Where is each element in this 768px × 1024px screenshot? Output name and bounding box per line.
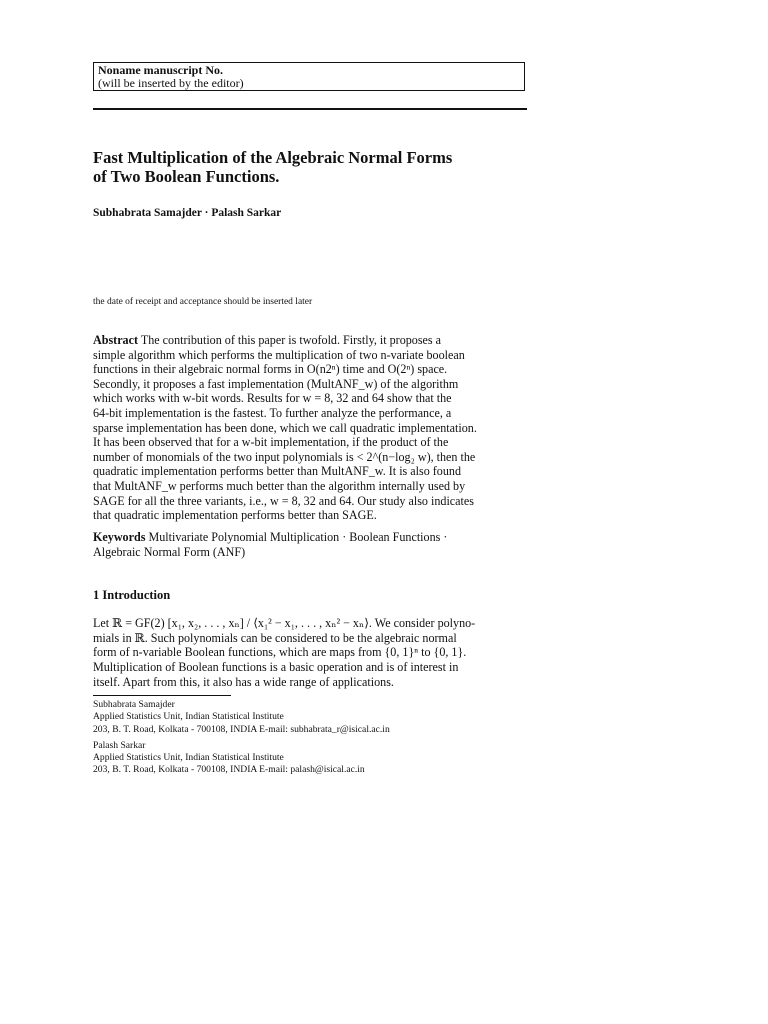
introduction-text xyxy=(93,616,527,690)
manuscript-box xyxy=(93,62,525,91)
keywords-label: Keywords xyxy=(93,530,146,544)
abstract-line: SAGE for all the three variants, i.e., w = 8, 32 and 64. Our study also indicates xyxy=(93,493,474,508)
intro-line: mials in ℝ. Such polynomials can be considered to be the algebraic normal xyxy=(93,630,457,645)
footnote-affiliation: Applied Statistics Unit, Indian Statistical Institute xyxy=(93,752,284,764)
title-line: Fast Multiplication of the Algebraic Normal Forms xyxy=(93,148,453,167)
abstract-line: that quadratic implementation performs better than SAGE. xyxy=(93,508,377,523)
manuscript-number: Noname manuscript No. xyxy=(98,63,223,77)
abstract-line: The contribution of this paper is twofold. Firstly, it proposes a xyxy=(140,333,442,347)
abstract-line: 64-bit implementation is the fastest. To further analyze the performance, a xyxy=(93,405,452,420)
footnote-block xyxy=(93,740,527,777)
footnote-address: 203, B. T. Road, Kolkata - 700108, INDIA E-mail: subhabrata_r@isical.ac.in xyxy=(93,723,390,735)
authors: Subhabrata Samajder · Palash Sarkar xyxy=(93,207,282,219)
footnote-address: 203, B. T. Road, Kolkata - 700108, INDIA E-mail: palash@isical.ac.in xyxy=(93,764,365,776)
abstract-line: simple algorithm which performs the multiplication of two n-variate boolean xyxy=(93,347,465,362)
footnote-author: Subhabrata Samajder xyxy=(93,699,175,710)
abstract-line: quadratic implementation performs better than MultANF_w. It is also found xyxy=(93,464,461,479)
intro-line: Let ℝ = GF(2) [x₁, x₂, . . . , xₙ] / ⟨x₁² − x₁, . . . , xₙ² − xₙ⟩. We consider polyno- xyxy=(93,616,476,630)
manuscript-note: (will be inserted by the editor) xyxy=(98,76,244,90)
keywords-line: Algebraic Normal Form (ANF) xyxy=(93,544,246,559)
abstract-label: Abstract xyxy=(93,333,139,347)
author-footnotes xyxy=(93,699,527,777)
intro-line: Multiplication of Boolean functions is a basic operation and is of interest in xyxy=(93,660,459,675)
abstract-line: number of monomials of the two input polynomials is < 2^(n−log₂ w), then the xyxy=(93,449,476,464)
footnote-rule xyxy=(93,695,231,696)
footnote-author: Palash Sarkar xyxy=(93,739,146,751)
abstract-line: functions in their algebraic normal forms in O(n2ⁿ) time and O(2ⁿ) space. xyxy=(93,362,448,377)
footnote-affiliation: Applied Statistics Unit, Indian Statistical Institute xyxy=(93,711,284,723)
abstract-line: Secondly, it proposes a fast implementation (MultANF_w) of the algorithm xyxy=(93,376,459,391)
section-heading: 1 Introduction xyxy=(93,588,171,602)
footnote-block xyxy=(93,699,527,736)
paper-title xyxy=(93,148,533,186)
abstract-line: It has been observed that for a w-bit implementation, if the product of the xyxy=(93,435,449,450)
abstract-line: sparse implementation has been done, which we call quadratic implementation. xyxy=(93,420,477,435)
intro-line: form of n-variable Boolean functions, which are maps from {0, 1}ⁿ to {0, 1}. xyxy=(93,645,467,660)
abstract-line: which works with w-bit words. Results for w = 8, 32 and 64 show that the xyxy=(93,391,452,406)
abstract-line: that MultANF_w performs much better than the algorithm internally used by xyxy=(93,478,466,493)
header-rule xyxy=(93,108,527,110)
date-note: the date of receipt and acceptance should be inserted later xyxy=(93,297,313,307)
title-line: of Two Boolean Functions. xyxy=(93,167,280,186)
abstract xyxy=(93,333,527,523)
keywords xyxy=(93,530,527,559)
keywords-line: Multivariate Polynomial Multiplication · Boolean Functions · xyxy=(148,530,448,544)
intro-line: itself. Apart from this, it also has a wide range of applications. xyxy=(93,674,394,689)
